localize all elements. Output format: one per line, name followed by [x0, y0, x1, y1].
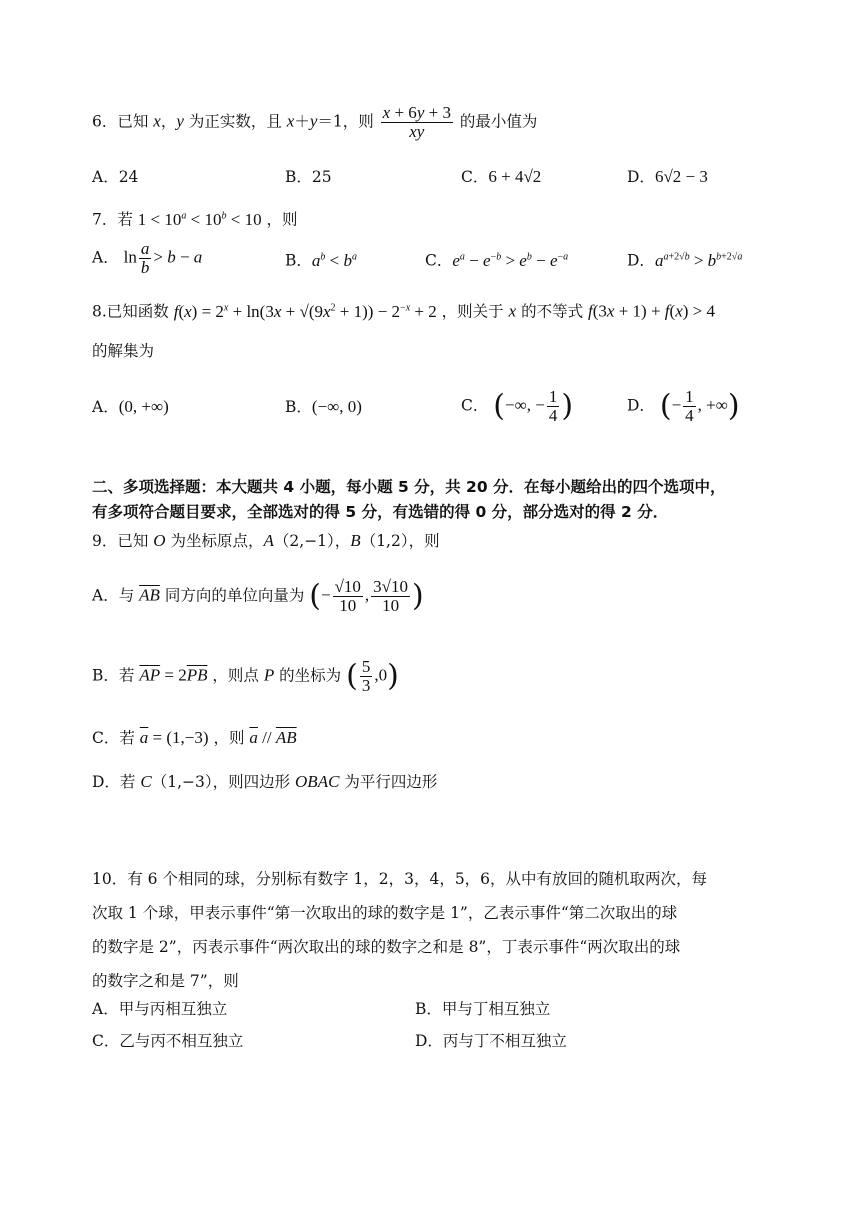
q10-option-b: B．甲与丁相互独立	[415, 1000, 551, 1018]
question-9-stem: 9．已知 O 为坐标原点，A（2,−1），B（1,2），则	[92, 531, 440, 550]
q7-option-d: D．$a^{a+2√b} > b^{b+2√a}$	[627, 250, 743, 270]
section-2-heading-line2: 有多项符合题目要求，全部选对的得 5 分，有选错的得 0 分，部分选对的得 2 分．	[92, 503, 669, 521]
q10-line: 10．有 6 个相同的球，分别标有数字 1，2，3，4，5，6，从中有放回的随机取两次，每	[92, 870, 708, 888]
question-8-stem-cont: 的解集为	[92, 342, 155, 360]
question-8-stem: 8.已知函数 $f(x) = 2^x + \ln(3x + √(9x^2 + 1)) - 2^{-x} + 2$ ，则关于 x 的不等式 f(3x + 1) + f(x) > 4	[92, 301, 715, 321]
q7-option-c: C．$e^a - e^{-b} > e^b - e^{-a}$	[425, 250, 569, 270]
q8-option-d: D． (− $\frac{1}{4}$ , +∞)	[627, 387, 740, 425]
q10-option-d: D．丙与丁不相互独立	[415, 1032, 567, 1050]
q10-option-c: C．乙与丙不相互独立	[92, 1032, 244, 1050]
fraction: $\frac{x + 6y + 3}{xy}$	[382, 103, 451, 141]
q6-option-d: D．6√2 − 3	[627, 167, 708, 186]
q9-option-d: D．若 C（1,−3），则四边形 OBAC 为平行四边形	[92, 772, 438, 791]
q8-option-a: A．(0, +∞)	[92, 397, 169, 416]
q9-option-a: A．与 $\overline{AB}$ 同方向的单位向量为 (− $\frac{√10}{10}$ , $\frac{3√10}{10}$ )	[92, 577, 424, 615]
question-6-stem: 6．已知 x，y 为正实数，且 x＋y＝1，则 $\frac{x + 6y + 3}{xy}$ 的最小值为	[92, 103, 538, 141]
q8-option-c: C． (−∞, − $\frac{1}{4}$ )	[461, 387, 574, 425]
q9-option-c: C．若 $\overline{a} = (1,-3)$ ，则 $\overline{a} // \overline{AB}$	[92, 728, 297, 747]
question-10-stem	[92, 862, 772, 998]
q9-option-b: B．若 $\overline{AP} = 2\overline{PB}$ ，则点 P 的坐标为 ( $\frac{5}{3}$ ,0)	[92, 657, 399, 695]
q6-option-b: B．25	[285, 168, 332, 186]
q8-option-b: B．(−∞, 0)	[285, 397, 362, 416]
q10-line: 次取 1 个球，甲表示事件“第一次取出的球的数字是 1”，乙表示事件“第二次取出的球	[92, 904, 678, 922]
question-7-stem: 7．若 $1 < 10^a < 10^b < 10$ ，则	[92, 209, 298, 229]
q6-option-a: A．24	[92, 168, 139, 186]
section-2-heading-line1: 二、多项选择题：本大题共 4 小题，每小题 5 分，共 20 分．在每小题给出的四个选项中，	[92, 478, 726, 496]
q7-option-a: A． ln $\frac{a}{b}$ > b − a	[92, 239, 203, 277]
q10-line: 的数字是 2”，丙表示事件“两次取出的球的数字之和是 8”，丁表示事件“两次取出的球	[92, 938, 681, 956]
q6-option-c: C．6 + 4√2	[461, 167, 542, 186]
q10-line: 的数字之和是 7”，则	[92, 972, 239, 990]
q10-option-a: A．甲与丙相互独立	[92, 1000, 228, 1018]
q7-option-b: B．$a^b < b^a$	[285, 250, 357, 270]
